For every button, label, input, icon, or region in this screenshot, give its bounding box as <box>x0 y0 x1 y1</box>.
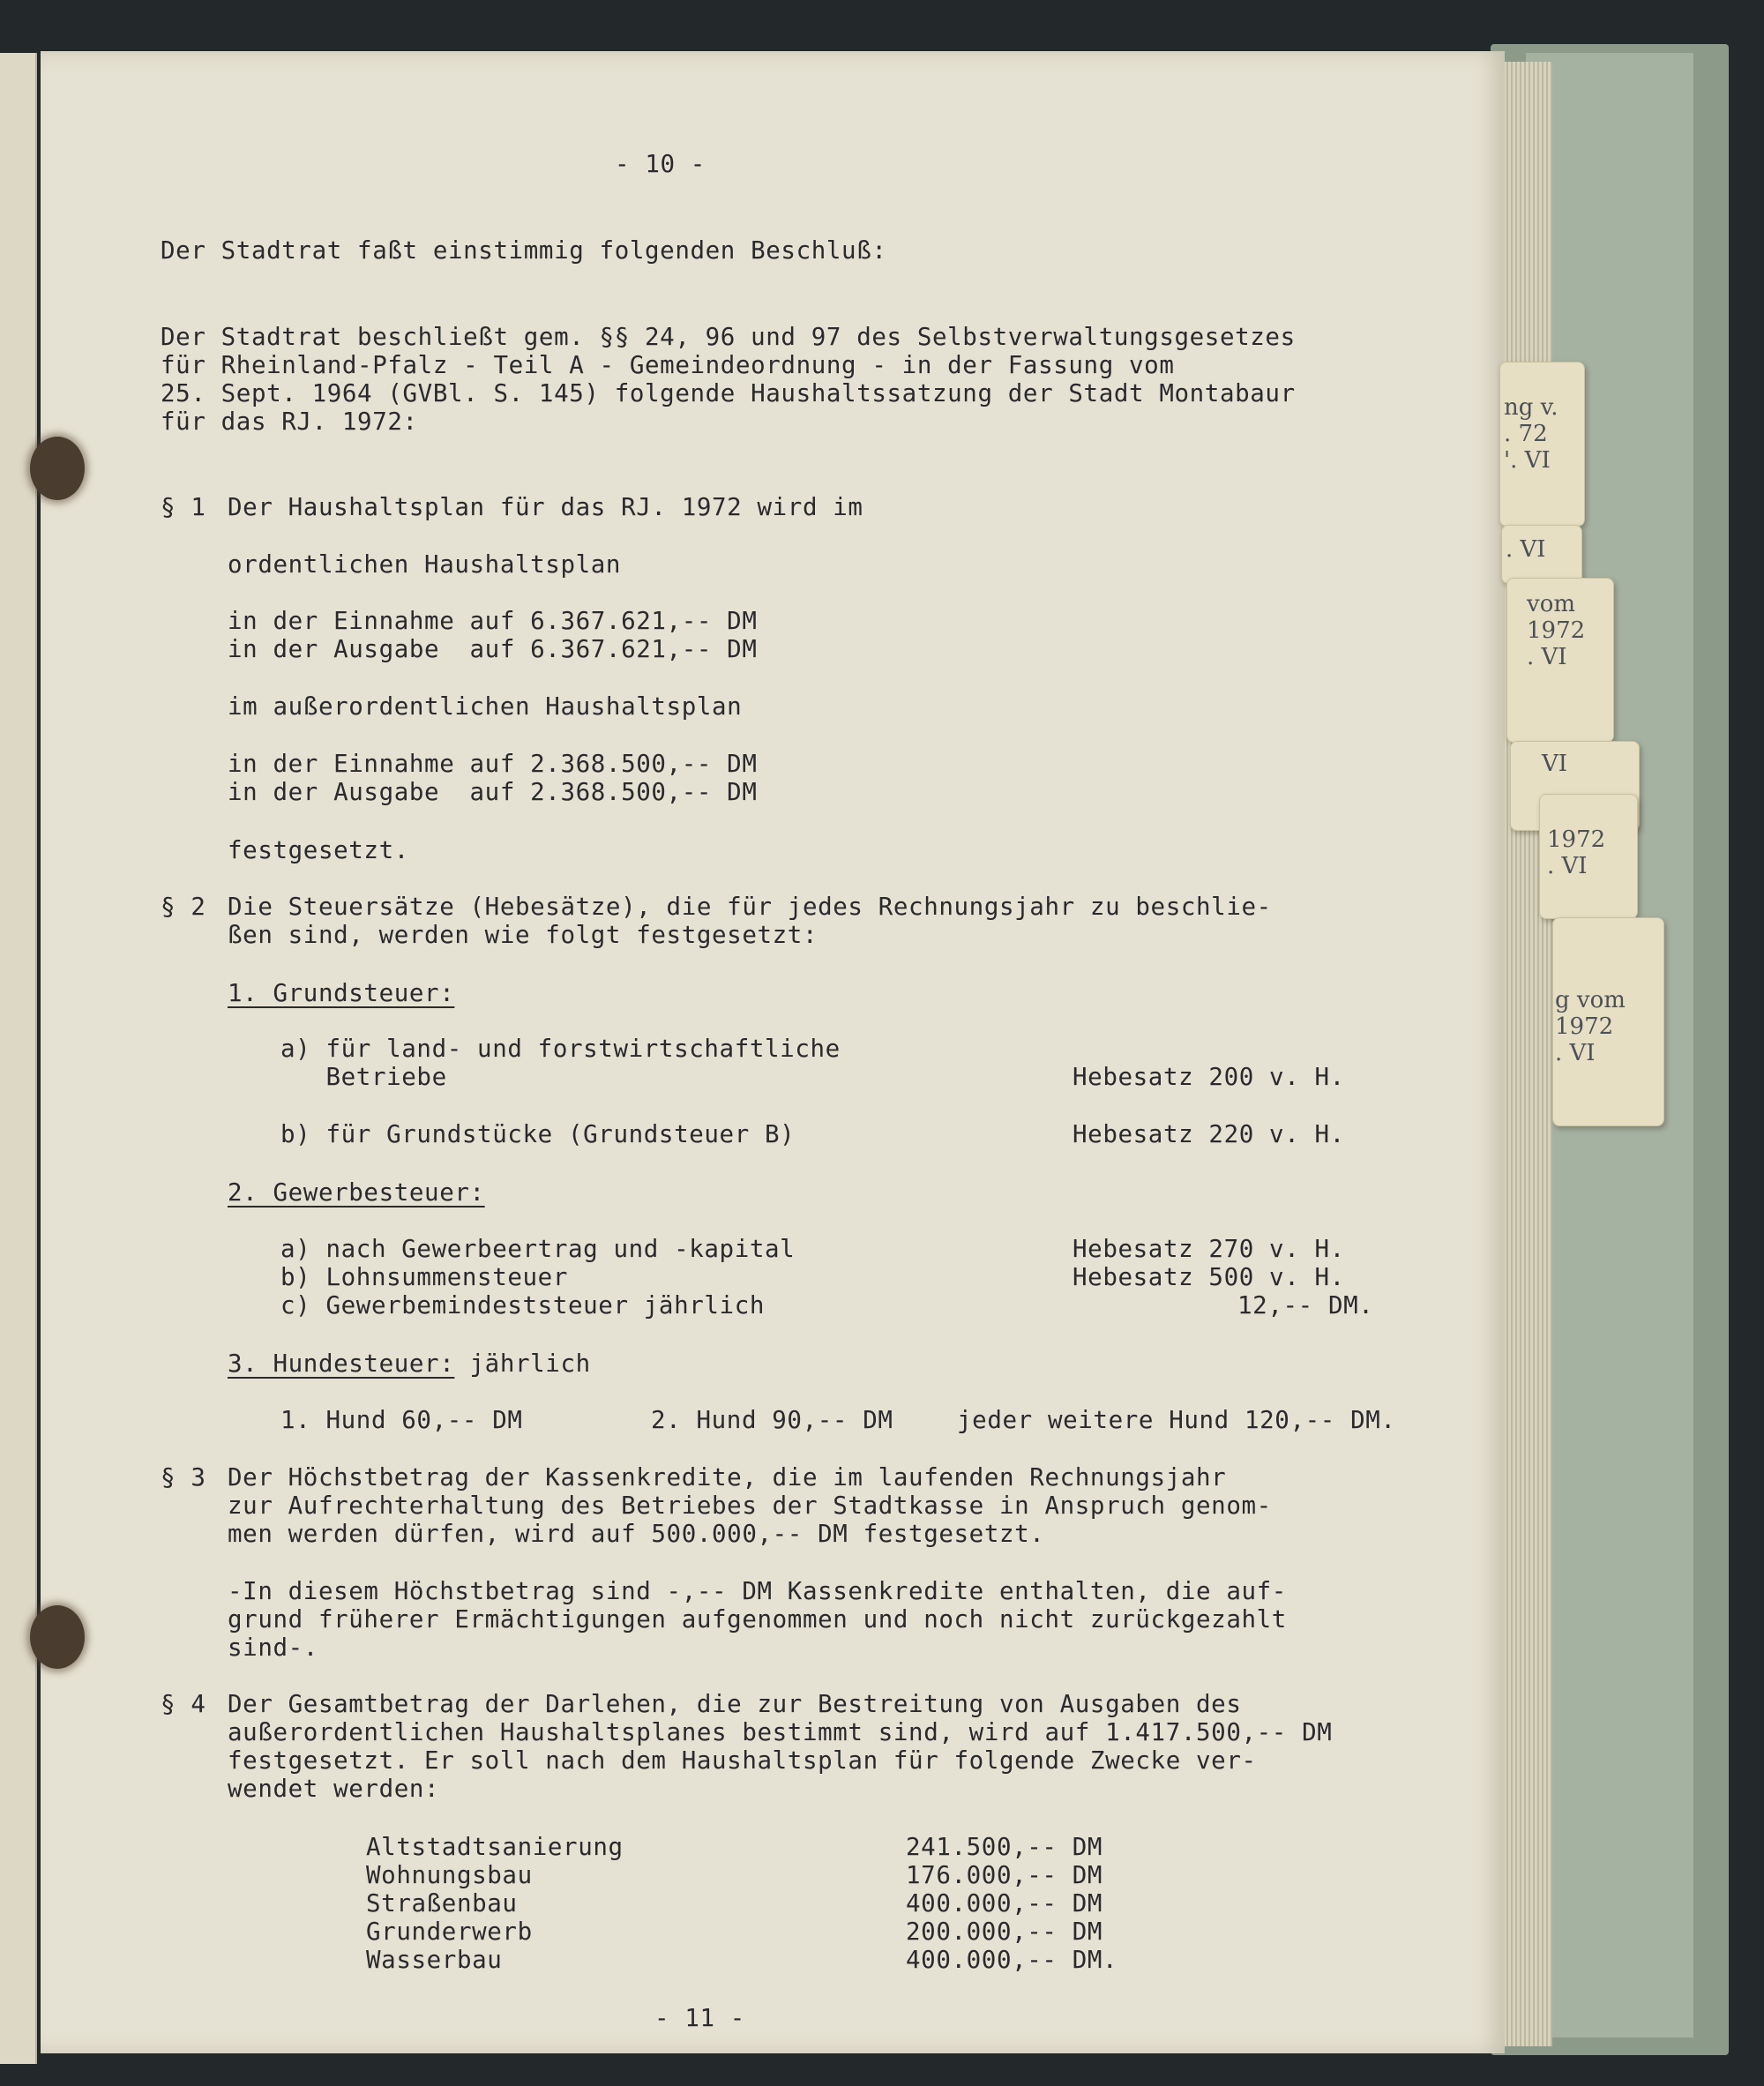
index-tab-3[interactable] <box>1506 578 1614 743</box>
index-tab-6[interactable] <box>1552 917 1664 1126</box>
grundsteuer-a-rate: Hebesatz 200 v. H. <box>1073 1063 1345 1091</box>
section-1-text: Der Haushaltsplan für das RJ. 1972 wird im <box>228 493 863 521</box>
index-tab-1-line-2: . 72 <box>1504 421 1548 447</box>
previous-page-edge <box>0 53 37 2064</box>
index-tab-5-line-2: . VI <box>1547 853 1588 879</box>
loan-amount: 200.000,-- DM <box>906 1918 1103 1946</box>
page-number-top: - 10 - <box>615 150 706 178</box>
index-tab-5-line-1: 1972 <box>1547 826 1606 853</box>
loan-amount: 400.000,-- DM. <box>906 1946 1118 1974</box>
section-3-line-3: men werden dürfen, wird auf 500.000,-- DM festgesetzt. <box>228 1520 1045 1548</box>
grundsteuer-a-line-1: a) für land- und forstwirtschaftliche <box>280 1035 841 1063</box>
section-3-line-1: Der Höchstbetrag der Kassenkredite, die im laufenden Rechnungsjahr <box>228 1463 1227 1492</box>
resolution-line-3: 25. Sept. 1964 (GVBl. S. 145) folgende Haushaltssatzung der Stadt Montabaur <box>161 379 1296 407</box>
index-tab-1-line-1: ng v. <box>1504 394 1558 421</box>
index-tab-2[interactable] <box>1501 525 1582 584</box>
loan-purpose: Wohnungsbau <box>366 1861 533 1889</box>
loan-amount: 400.000,-- DM <box>906 1889 1103 1918</box>
loan-purpose: Altstadtsanierung <box>366 1833 624 1861</box>
gewerbesteuer-heading: 2. Gewerbesteuer: <box>228 1178 485 1207</box>
hundesteuer-rate-3: jeder weitere Hund 120,-- DM. <box>957 1406 1396 1434</box>
gewerbesteuer-a-label: a) nach Gewerbeertrag und -kapital <box>280 1235 796 1263</box>
resolution-line-4: für das RJ. 1972: <box>161 407 418 436</box>
hundesteuer-rate-2: 2. Hund 90,-- DM <box>651 1406 893 1434</box>
index-tab-4-line-1: VI <box>1542 751 1568 777</box>
index-tab-6-line-1: g vom <box>1555 987 1626 1013</box>
hundesteuer-suffix: jährlich <box>454 1350 591 1378</box>
hundesteuer-rate-1: 1. Hund 60,-- DM <box>280 1406 523 1434</box>
grundsteuer-b-line: b) für Grundstücke (Grundsteuer B) <box>280 1120 796 1148</box>
index-tab-3-line-2: 1972 <box>1527 617 1586 644</box>
section-3-note-line-3: sind-. <box>228 1634 318 1662</box>
page-stack-edge <box>1499 62 1552 2046</box>
intro-line: Der Stadtrat faßt einstimmig folgenden Beschluß: <box>161 236 887 265</box>
gewerbesteuer-c-rate: 12,-- DM. <box>1237 1291 1374 1320</box>
section-4-line-1: Der Gesamtbetrag der Darlehen, die zur Bestreitung von Ausgaben des <box>228 1690 1242 1718</box>
section-3-note-line-2: grund früherer Ermächtigungen aufgenommen und noch nicht zurückgezahlt <box>228 1605 1287 1634</box>
loan-amount: 241.500,-- DM <box>906 1833 1103 1861</box>
section-4-line-2: außerordentlichen Haushaltsplanes bestimmt sind, wird auf 1.417.500,-- DM <box>228 1718 1333 1746</box>
index-tab-5[interactable] <box>1539 794 1638 919</box>
index-tab-6-line-3: . VI <box>1555 1040 1596 1066</box>
ordinary-expense-line: in der Ausgabe auf 6.367.621,-- DM <box>228 635 758 663</box>
ordinary-income-line: in der Einnahme auf 6.367.621,-- DM <box>228 607 758 635</box>
extraordinary-income-line: in der Einnahme auf 2.368.500,-- DM <box>228 750 758 778</box>
section-3-line-2: zur Aufrechterhaltung des Betriebes der Stadtkasse in Anspruch genom- <box>228 1492 1272 1520</box>
hundesteuer-heading: 3. Hundesteuer: <box>228 1350 455 1378</box>
gewerbesteuer-b-label: b) Lohnsummensteuer <box>280 1263 568 1291</box>
index-tab-2-line-1: . VI <box>1506 536 1546 563</box>
gewerbesteuer-a-rate: Hebesatz 270 v. H. <box>1073 1235 1345 1263</box>
loan-purpose: Grunderwerb <box>366 1918 533 1946</box>
section-4-line-4: wendet werden: <box>228 1775 440 1803</box>
punch-hole-bottom <box>30 1605 85 1669</box>
extraordinary-expense-line: in der Ausgabe auf 2.368.500,-- DM <box>228 778 758 806</box>
gewerbesteuer-c-label: c) Gewerbemindeststeuer jährlich <box>280 1291 766 1320</box>
section-2-line-1: Die Steuersätze (Hebesätze), die für jedes Rechnungsjahr zu beschlie- <box>228 893 1272 921</box>
section-4-line-3: festgesetzt. Er soll nach dem Haushaltsplan für folgende Zwecke ver- <box>228 1746 1257 1775</box>
grundsteuer-a-line-2: Betriebe <box>280 1063 447 1091</box>
resolution-line-2: für Rheinland-Pfalz - Teil A - Gemeindeordnung - in der Fassung vom <box>161 351 1175 379</box>
index-tab-1-line-3: '. VI <box>1504 447 1551 474</box>
section-2-number: § 2 <box>161 893 206 921</box>
punch-hole-top <box>30 437 85 500</box>
resolution-line-1: Der Stadtrat beschließt gem. §§ 24, 96 und 97 des Selbstverwaltungsgesetzes <box>161 323 1296 351</box>
section-3-number: § 3 <box>161 1463 206 1492</box>
extraordinary-budget-heading: im außerordentlichen Haushaltsplan <box>228 692 743 721</box>
index-tab-1[interactable] <box>1499 362 1585 527</box>
section-2-line-2: ßen sind, werden wie folgt festgesetzt: <box>228 921 818 949</box>
page-number-bottom: - 11 - <box>654 2004 745 2032</box>
index-tab-3-line-1: vom <box>1527 591 1575 617</box>
ordinary-budget-heading: ordentlichen Haushaltsplan <box>228 550 622 579</box>
section-3-note-line-1: -In diesem Höchstbetrag sind -,-- DM Kassenkredite enthalten, die auf- <box>228 1577 1287 1605</box>
loan-purpose: Straßenbau <box>366 1889 518 1918</box>
index-tab-3-line-3: . VI <box>1527 644 1567 670</box>
hundesteuer-line <box>228 1350 591 1379</box>
grundsteuer-heading: 1. Grundsteuer: <box>228 979 455 1007</box>
loan-amount: 176.000,-- DM <box>906 1861 1103 1889</box>
index-tab-6-line-2: 1972 <box>1555 1013 1614 1040</box>
loan-purpose: Wasserbau <box>366 1946 503 1974</box>
grundsteuer-b-rate: Hebesatz 220 v. H. <box>1073 1120 1345 1148</box>
section-4-number: § 4 <box>161 1690 206 1718</box>
gewerbesteuer-b-rate: Hebesatz 500 v. H. <box>1073 1263 1345 1291</box>
section-1-closing: festgesetzt. <box>228 836 409 864</box>
section-1-number: § 1 <box>161 493 206 521</box>
